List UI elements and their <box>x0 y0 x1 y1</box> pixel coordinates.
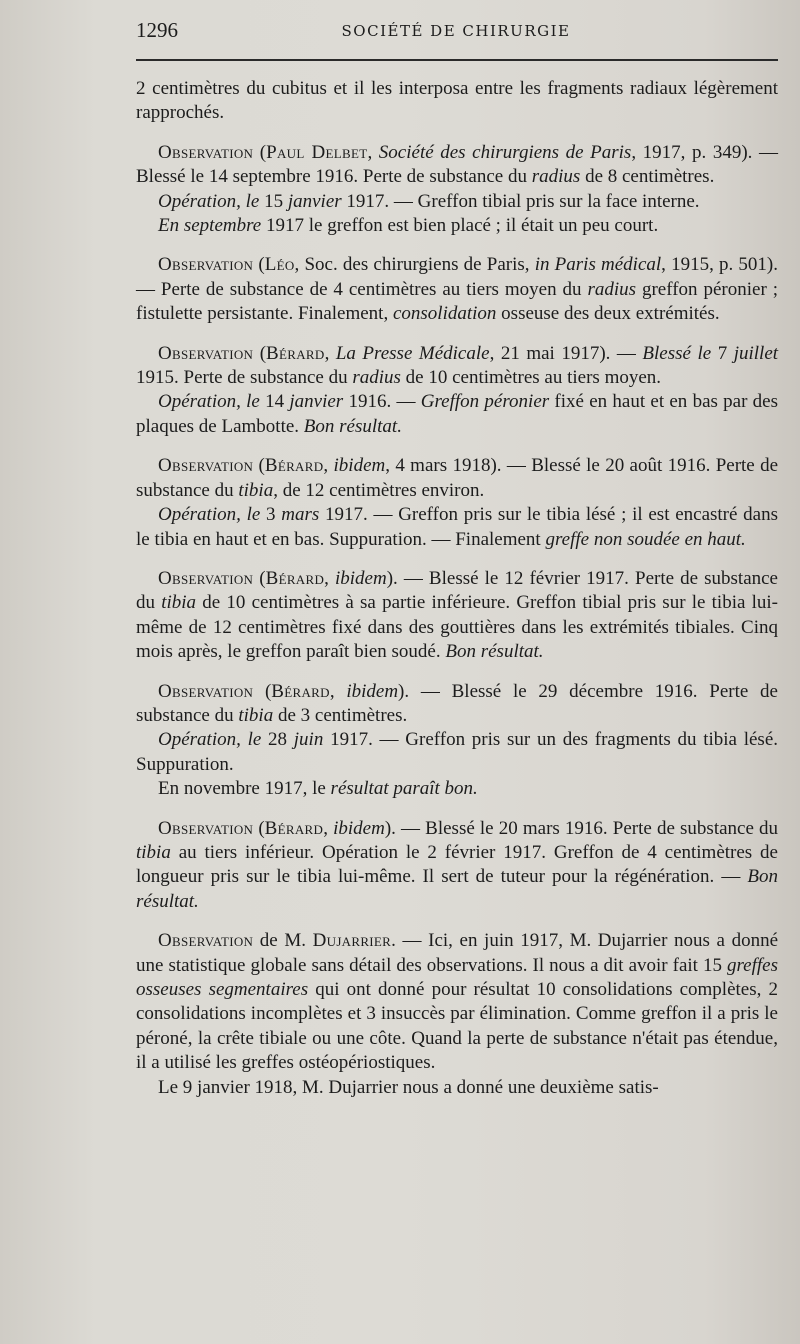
operation-label: Opération, le <box>158 190 260 212</box>
month: mars <box>281 504 320 526</box>
term: consolidation <box>392 303 497 325</box>
text: osseuse des deux extrémités. <box>496 303 720 325</box>
body-text <box>136 77 778 1100</box>
month: juin <box>293 729 324 751</box>
text: 1917. — Greffon tibial pris sur la face interne. <box>341 190 700 212</box>
text: ). — Blessé le 29 décembre 1916. Perte de substance du <box>136 680 778 726</box>
observation-label: Observation <box>158 141 254 163</box>
text: 15 <box>259 190 288 212</box>
observation-1-operation <box>136 190 778 214</box>
source: ibidem <box>333 817 385 839</box>
observation-3-operation <box>136 390 778 439</box>
text: de 3 centimètres. <box>273 704 408 726</box>
text: , de 12 centimètres environ. <box>273 479 485 501</box>
text: de 8 centimètres. <box>580 166 715 188</box>
result: greffe non soudée en haut. <box>545 528 746 550</box>
text: , <box>367 141 379 163</box>
observation-label: Observation <box>158 680 254 702</box>
observation-label: Observation <box>158 342 254 364</box>
text: ). — Blessé le 12 février 1917. Perte de substance du <box>136 567 778 614</box>
text: , 1915, p. 501). — Perte de substance de 4 centimètres au tiers moyen du <box>136 254 779 300</box>
author: Paul Delbet <box>266 141 368 163</box>
observation-label: Observation <box>158 254 254 276</box>
source: La Presse Médicale <box>335 342 490 364</box>
result: résultat paraît bon. <box>330 778 478 800</box>
text: ( <box>253 680 272 702</box>
source: ibidem <box>346 680 399 702</box>
term: radius <box>352 367 401 389</box>
text: , 21 mai 1917). — <box>489 342 643 364</box>
result: Bon résultat. <box>136 866 778 912</box>
author: Bérard <box>265 567 325 589</box>
observation-6-followup <box>136 777 778 801</box>
observation-1 <box>136 141 778 190</box>
text: de M. <box>253 930 313 952</box>
text: . — Ici, en juin 1917, M. Dujarrier nous a donné une statistique globale sans détail des observations. Il nous a dit avoir fait 15 <box>136 930 779 976</box>
observation-4-operation <box>136 503 778 552</box>
text: au tiers inférieur. Opération le 2 février 1917. Greffon de 4 centimètres de longueur pris sur le tibia lui-même. Il sert de tuteur pour la régénération. — <box>136 841 778 888</box>
author: Bérard <box>264 455 324 477</box>
operation-label: Opération, le <box>158 729 262 751</box>
text: greffon péronier ; fistulette persistante. Finalement, <box>136 278 778 325</box>
source: in Paris médical <box>534 254 662 276</box>
term: Blessé le <box>642 342 712 364</box>
text: ( <box>253 141 267 163</box>
text: ( <box>253 254 265 276</box>
observation-label: Observation <box>158 817 254 839</box>
observation-label: Observation <box>158 567 254 589</box>
closing-paragraph: Le 9 janvier 1918, M. Dujarrier nous a donné une deuxième satis- <box>158 1076 659 1098</box>
text: fixé en haut et en bas par des plaques de Lambotte. <box>136 391 779 437</box>
observation-2 <box>136 253 778 326</box>
observation-5 <box>136 567 778 665</box>
text: , <box>324 342 336 364</box>
author: Bérard <box>271 680 330 702</box>
author: Bérard <box>266 342 325 364</box>
text: 1916. — <box>343 391 421 413</box>
term: greffes osseuses segmentaires <box>136 954 778 1000</box>
term: tibia <box>161 592 197 614</box>
month: juillet <box>733 342 779 364</box>
page-number: 1296 <box>136 18 178 42</box>
text: ( <box>253 567 266 589</box>
term: tibia <box>238 479 274 501</box>
author: Léo <box>264 254 295 276</box>
text: , <box>329 680 347 702</box>
text: ). — Blessé le 20 mars 1916. Perte de substance du <box>384 817 779 839</box>
text: qui ont donné pour résultat 10 consolidations complètes, 2 consolidations incomplètes et 3 insuccès par élimination. Comme greffon il a pris le péroné, la crête tibiale ou une côte. Quand la perte de substance n'était pas étendue, il a utilisé les greffes ostéopériostiques. <box>136 979 778 1074</box>
text: 1915. Perte de substance du <box>136 367 353 389</box>
text: 7 <box>711 342 734 364</box>
header-rule <box>136 59 778 61</box>
observation-label: Observation <box>158 930 254 952</box>
text: , 1917, p. 349). — Blessé le 14 septembre 1916. Perte de substance du <box>136 141 779 188</box>
text: 1917 le greffon est bien placé ; il était un peu court. <box>261 215 659 237</box>
text: ( <box>253 455 265 477</box>
term: En septembre <box>158 215 262 237</box>
operation-label: Opération, le <box>158 391 260 413</box>
text: 3 <box>260 504 282 526</box>
text: de 10 centimètres à sa partie inférieure. Greffon tibial pris sur le tibia lui-même de 12 centimètres fixé dans des gouttières dans les extrémités tibiales. Cinq mois après, le greffon paraît bien soudé. <box>136 592 779 663</box>
text: , 4 mars 1918). — Blessé le 20 août 1916. Perte de substance du <box>136 455 779 501</box>
author: Dujarrier <box>312 930 392 952</box>
text: ( <box>253 342 267 364</box>
source: Société des chirurgiens de Paris <box>378 141 632 163</box>
running-head: SOCIÉTÉ DE CHIRURGIE <box>341 22 571 40</box>
text: ( <box>253 817 265 839</box>
continuation-paragraph: 2 centimètres du cubitus et il les interposa entre les fragments radiaux légèrement rapprochés. <box>136 78 778 124</box>
term: tibia <box>136 841 171 863</box>
author: Bérard <box>264 817 324 839</box>
text: de 10 centimètres au tiers moyen. <box>400 367 662 389</box>
text: , <box>323 817 334 839</box>
term: Greffon péronier <box>420 391 550 413</box>
text: , <box>324 567 335 589</box>
observation-8 <box>136 929 778 1075</box>
page-header <box>136 18 776 48</box>
observation-label: Observation <box>158 455 254 477</box>
observation-3 <box>136 342 778 391</box>
text: 1917. — Greffon pris sur un des fragments du tibia lésé. Suppuration. <box>136 729 779 775</box>
text: 28 <box>261 729 294 751</box>
month: janvier <box>287 190 342 212</box>
operation-label: Opération, le <box>158 504 261 526</box>
text: , <box>323 455 334 477</box>
source: ibidem <box>333 455 386 477</box>
text: En novembre 1917, le <box>158 778 331 800</box>
term: tibia <box>238 704 274 726</box>
observation-6 <box>136 680 778 729</box>
term: radius <box>587 278 637 300</box>
term: radius <box>531 166 581 188</box>
observation-4 <box>136 454 778 503</box>
month: janvier <box>289 391 344 413</box>
source: ibidem <box>334 567 387 589</box>
result: Bon résultat. <box>445 641 544 663</box>
text: , Soc. des chirurgiens de Paris, <box>294 254 535 276</box>
observation-1-followup <box>136 214 778 238</box>
observation-6-operation <box>136 728 778 777</box>
observation-7 <box>136 817 778 915</box>
text: 1917. — Greffon pris sur le tibia lésé ; il est encastré dans le tibia en haut et en bas. Suppuration. — Finalement <box>136 504 778 550</box>
result: Bon résultat. <box>303 415 402 437</box>
text: 14 <box>259 391 290 413</box>
